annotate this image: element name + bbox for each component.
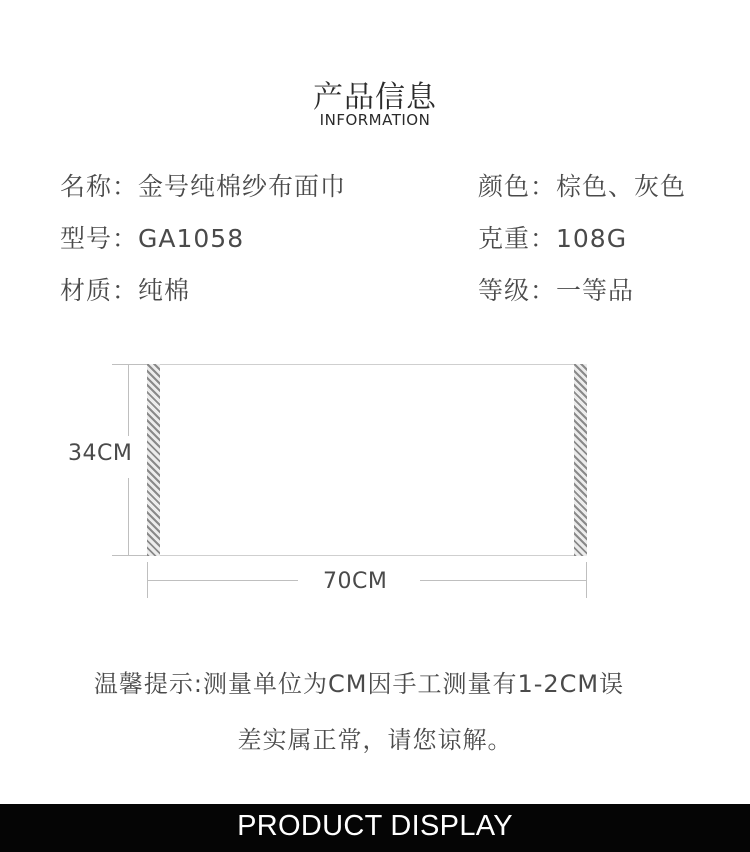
spec-material: 材质：纯棉 <box>60 276 191 305</box>
width-tick-right <box>586 562 587 598</box>
towel-fringe-right <box>574 364 587 556</box>
width-line-left <box>147 580 298 581</box>
height-line-top <box>128 364 129 436</box>
spec-weight: 克重：108G <box>478 224 628 253</box>
tip-line-1: 温馨提示:测量单位为CM因手工测量有1-2CM误 <box>93 670 625 698</box>
banner-title: PRODUCT DISPLAY <box>237 810 513 842</box>
spec-color: 颜色：棕色、灰色 <box>478 172 687 201</box>
spec-grade: 等级：一等品 <box>478 276 635 305</box>
width-label: 70CM <box>323 569 388 594</box>
height-tick-top <box>112 364 147 365</box>
tip-line-2: 差实属正常，请您谅解。 <box>237 726 513 754</box>
spec-model: 型号：GA1058 <box>60 224 245 253</box>
spec-name: 名称：金号纯棉纱布面巾 <box>60 172 347 201</box>
towel-outline <box>147 364 587 556</box>
section-subtitle: INFORMATION <box>319 111 431 129</box>
section-title: 产品信息 <box>313 80 437 115</box>
width-line-right <box>420 580 586 581</box>
height-line-bottom <box>128 478 129 556</box>
height-label: 34CM <box>68 441 133 466</box>
towel-fringe-left <box>147 364 160 556</box>
height-tick-bottom <box>112 555 147 556</box>
